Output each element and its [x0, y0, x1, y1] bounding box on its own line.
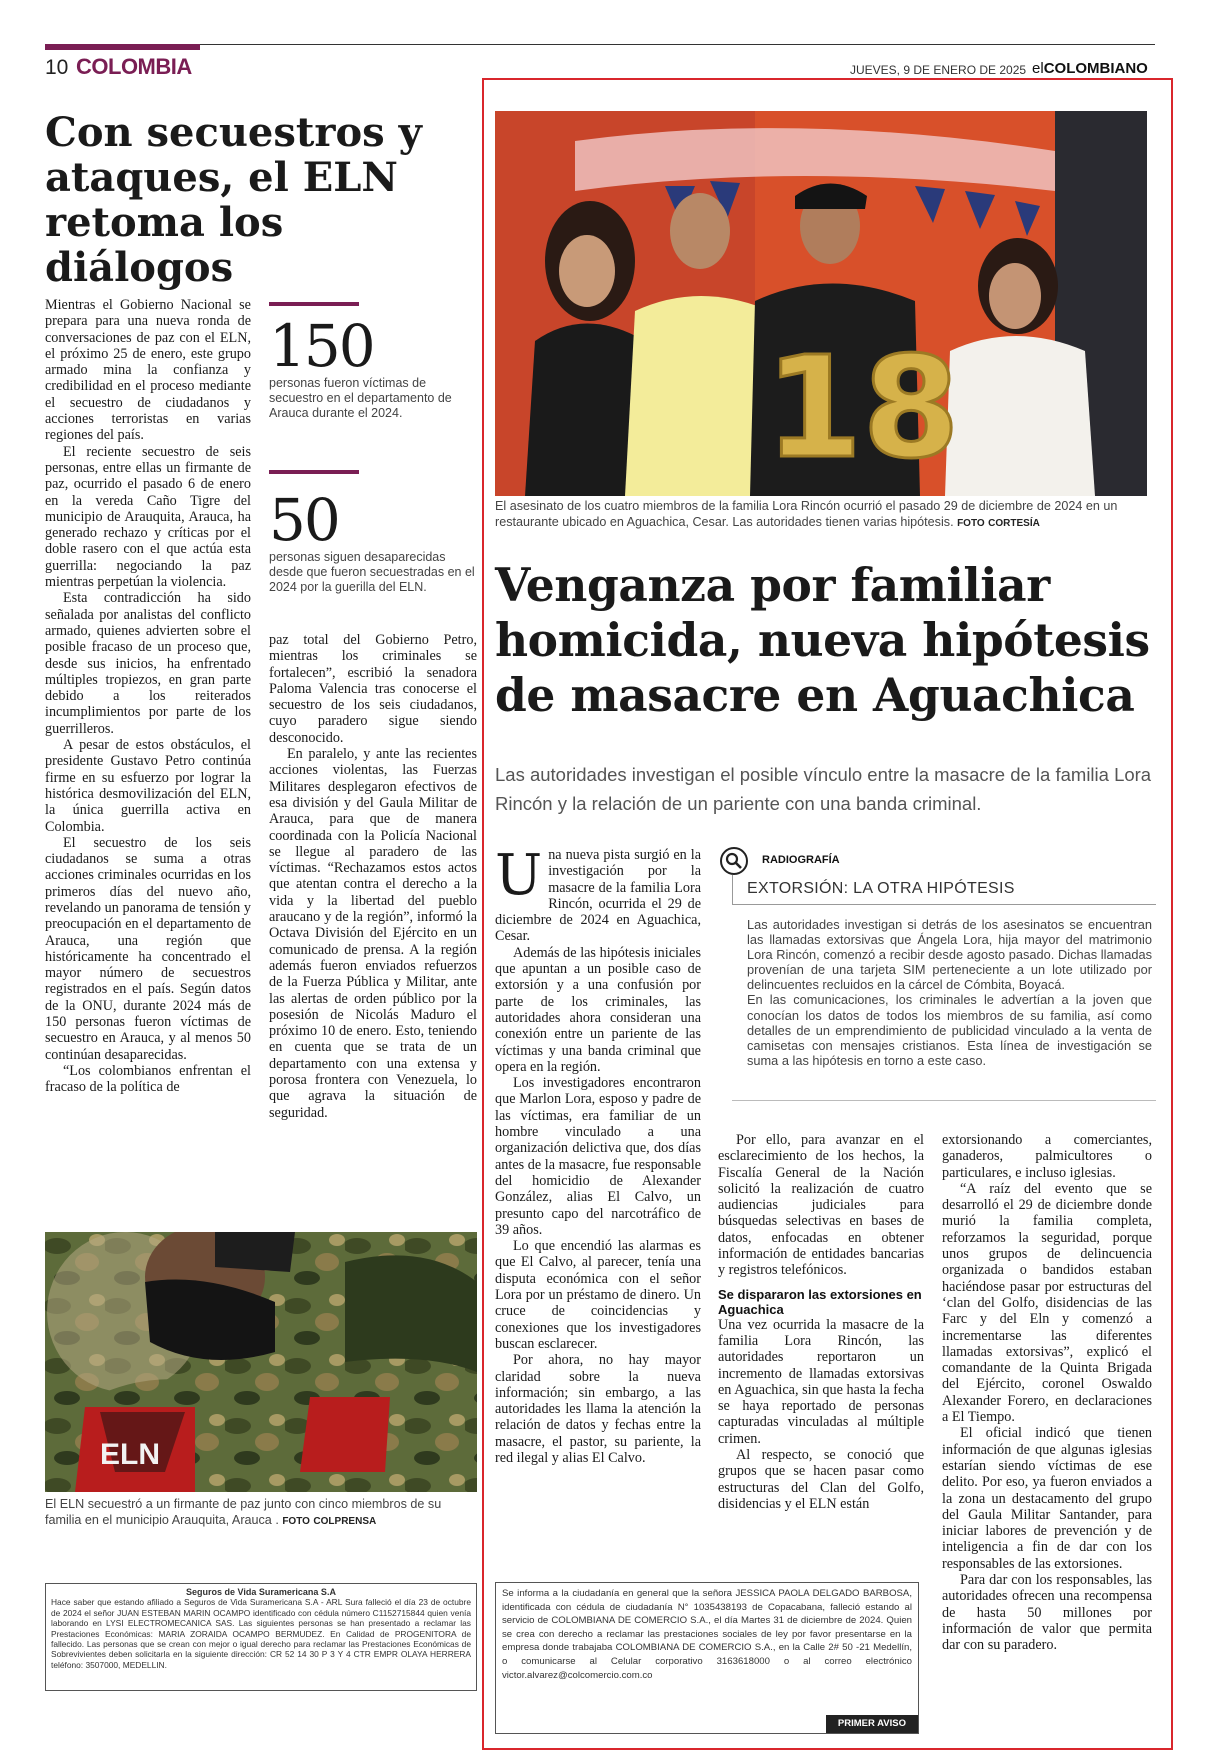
subheading: Se dispararon las extorsiones en Aguachica	[718, 1286, 922, 1317]
drop-cap: U	[495, 843, 543, 908]
paragraph: paz total del Gobierno Petro, mientras los criminales se fortalecen”, escribió la senadora Paloma Valencia tras conocerse el secuestro de los seis ciudadanos, cuyo paradero sigue siendo desconocido.	[269, 632, 477, 746]
stat-block-50	[269, 470, 479, 595]
paragraph: El oficial indicó que tienen información de que algunas iglesias estarían siendo víctimas de ese delito. Por eso, ya fueron enviados a la zona un destacamento del grupo del Gaula Militar Santander, para iniciar labores de prevención y de inteligencia a fin de dar con los responsables de las extorsiones.	[942, 1425, 1152, 1572]
paragraph: extorsionando a comerciantes, ganaderos, palmicultores o particulares, e incluso iglesias.	[942, 1132, 1152, 1181]
main-lead: Las autoridades investigan el posible vínculo entre la masacre de la familia Lora Rincón y la relación de un pariente con una banda criminal.	[495, 764, 1152, 814]
paragraph: Mientras el Gobierno Nacional se prepara para una nueva ronda de conversaciones de paz con el ELN, el próximo 25 de enero, este grupo armado mina la confianza y credibilidad en el proceso mediante el secuestro de ciudadanos y acciones terroristas en varias regiones del país.	[45, 297, 251, 444]
box-label: RADIOGRAFÍA	[762, 854, 840, 866]
logo-prefix: el	[1032, 60, 1044, 77]
credit-label: FOTO	[957, 517, 985, 529]
box-rule	[732, 1100, 1156, 1101]
box-paragraph: En las comunicaciones, los criminales le advertían a la joven que conocían los datos de todos los miembros de su familia, así como detalles de un emprendimiento de publicidad vinculado a la venta de camisetas con mensajes cristianos. Esta línea de investigación se suma a las hipótesis en torno a este caso.	[747, 992, 1152, 1068]
stat-number: 50	[269, 486, 339, 554]
box-title: EXTORSIÓN: LA OTRA HIPÓTESIS	[747, 880, 1015, 897]
credit-name: COLPRENSA	[313, 1515, 377, 1527]
stat-text: personas fueron víctimas de secuestro en el departamento de Arauca durante el 2024.	[269, 376, 452, 420]
main-article-col3	[942, 1132, 1152, 1654]
logo-name: COLOMBIANO	[1043, 60, 1148, 77]
section-bar	[45, 44, 200, 50]
stat-text: personas siguen desaparecidas desde que fueron secuestradas en el 2024 por la guerilla del ELN.	[269, 550, 475, 594]
credit-label: FOTO	[282, 1515, 310, 1527]
notice-tag: PRIMER AVISO	[826, 1715, 918, 1733]
family-photo	[495, 111, 1147, 496]
box-rule	[732, 875, 733, 905]
paragraph: Además de las hipótesis iniciales que apuntan a un posible caso de extorsión y a una confusión por parte de los criminales, las autoridades ahora consideran una conexión entre un pariente de las víctimas y una banda criminal que opera en la región.	[495, 944, 701, 1075]
notice-body: Hace saber que estando afiliado a Seguros de Vida Suramericana S.A - ARL Sura falleció el día 23 de octubre de 2024 el señor JUAN ESTEBAN MARIN OCAMPO identificado con cédula número C1152715844 quien venía laborando en LYSI ELECTROMECANICA SAS. Las siguientes personas se han presentado a reclamar las Prestaciones Económicas: MARIA ZORAIDA OCAMPO BERMUDEZ. En Calidad de PROGENITORA de fallecido. Las personas que se crean con mejor o igual derecho para reclamar las Prestaciones Económicas de Sobrevivientes deben solicitarla en la siguiente dirección: CR 52 14 30 P 3 Y 4 CTR EMPR OLAYA HERRERA teléfono: 3507000, MEDELLIN.	[51, 1597, 471, 1670]
search-icon	[720, 847, 748, 875]
left-article-col2	[269, 632, 477, 1121]
paragraph: Lo que encendió las alarmas es que El Calvo, al parecer, tenía una disputa económica con el señor Lora por un préstamo de dinero. Un cruce de coincidencias y conexiones que los investigadores buscan esclarecer.	[495, 1238, 701, 1352]
caption-text: El ELN secuestró a un firmante de paz junto con cinco miembros de su familia en el municipio Arauquita, Arauca .	[45, 1497, 442, 1527]
page-number: 10	[45, 56, 69, 79]
paragraph: Esta contradicción ha sido señalada por analistas del conflicto armado, quienes advierten sobre el posible fracaso de un proceso que, desde sus inicios, ha enfrentado múltiples tropiezos, en gran parte debido a los reiterados incumplimientos por parte de los guerrilleros.	[45, 590, 251, 737]
paragraph: Para dar con los responsables, las autoridades ofrecen una recompensa de hasta 50 millones por información de valor que permita dar con su paradero.	[942, 1572, 1152, 1654]
paragraph: Una nueva pista surgió en la investigación por la masacre de la familia Lora Rincón, ocurrida el 29 de diciembre de 2024 en Aguachica, Cesar.	[495, 843, 701, 945]
paragraph: El reciente secuestro de seis personas, entre ellas un firmante de paz, ocurrido el pasado 6 de enero en la vereda Caño Tigre del municipio de Arauquita, Arauca, ha generado rechazo y críticas por el doble rasero con el que actúa esta guerrilla: negociando la paz mientras perpetúan la violencia.	[45, 443, 251, 591]
paragraph: Los investigadores encontraron que Marlon Lora, esposo y padre de las víctimas, era familiar de un hombre vinculado a una organización delictiva que, dos días antes de la masacre, fue responsable del homicidio de Alexander González, alias El Calvo, un presunto capo del narcotráfico de 39 años.	[495, 1075, 701, 1238]
box-body	[747, 917, 1152, 1068]
stat-rule	[269, 302, 359, 306]
issue-date: JUEVES, 9 DE ENERO DE 2025	[850, 63, 1027, 77]
paragraph: En paralelo, y ante las recientes acciones violentas, las Fuerzas Militares desplegaron efectivos de esa división y del Gaula Militar de Arauca, para que de manera coordinada con la Policía Nacional se llegue al paradero de las víctimas. “Rechazamos estos actos que atentan contra el derecho a la vida y la libertad del pueblo araucano y de la región”, informó la Octava División del Ejército en un comunicado de prensa. A la región además fueron enviados refuerzos de la Fuerza Pública y Militar, ante las alertas de orden público por la posesión de Nicolás Maduro el próximo 10 de enero. Esto, teniendo en cuenta que se trata de un departamento con una extensa y porosa frontera con Venezuela, lo que agrava la situación de seguridad.	[269, 746, 477, 1121]
box-rule	[732, 904, 1156, 905]
paragraph: Una vez ocurrida la masacre de la familia Lora Rincón, las autoridades reportaron un incremento de llamadas extorsivas en Aguachica, sin que hasta la fecha se haya reportado de personas capturadas vinculadas al múltiple crimen.	[718, 1316, 924, 1447]
paragraph: Por ahora, no hay mayor claridad sobre la nueva información; sin embargo, a las autoridades les llama la atención la relación de datos y fechas entre la masacre, el pastor, su pariente, la red ilegal y alias El Calvo.	[495, 1352, 701, 1466]
legal-notice-left	[45, 1583, 477, 1691]
eln-patch-text: ELN	[100, 1438, 160, 1471]
paragraph: “A raíz del evento que se desarrolló el 29 de diciembre donde murió la familia completa, reforzamos la seguridad, porque unos grupos de delincuencia organizada o bandidos estaban haciéndose pasar por estructuras del ‘clan del Golfo, disidencias de las Farc y del Eln y comenzó a incrementarse las diferentes llamadas extorsivas”, explicó el comandante de la Quinta Brigada del Ejército, coronel Oswaldo Alexander Forero, en declaraciones a El Tiempo.	[942, 1180, 1152, 1426]
paragraph: El secuestro de los seis ciudadanos se suma a otras acciones criminales ocurridas en los primeros días del nuevo año, revelando un panorama de tensión y preocupación en el departamento de Arauca, una región que históricamente ha concentrado el mayor número de secuestros registrados en el país. Según datos de la ONU, durante 2024 más de 150 personas fueron víctimas de secuestro en Arauca, y al menos 50 continúan desaparecidas.	[45, 834, 251, 1063]
caption-text: El asesinato de los cuatro miembros de la familia Lora Rincón ocurrió el pasado 29 de diciembre de 2024 en un restaurante ubicado en Aguachica, Cesar. Las autoridades tienen varias hipótesis.	[495, 499, 1118, 529]
section-name: COLOMBIA	[76, 54, 192, 79]
paragraph: A pesar de estos obstáculos, el presidente Gustavo Petro continúa firme en su esfuerzo por lograr la histórica desmovilización del ELN, la única guerrilla activa en Colombia.	[45, 737, 251, 835]
credit-name: CORTESÍA	[988, 517, 1040, 529]
header-rule	[45, 44, 1155, 45]
box-paragraph: Las autoridades investigan si detrás de los asesinatos se encuentran las llamadas extorsivas que Ángela Lora, hija mayor del matrimonio Lora Rincón, comenzó a recibir desde agosto pasado. Dichas llamadas provenían de una tarjeta SIM perteneciente a un lote utilizado por delincuentes recluidos en la cárcel de Cómbita, Boyacá.	[747, 917, 1152, 993]
legal-notice-right	[495, 1582, 919, 1734]
paragraph: Al respecto, se conoció que grupos que se hacen pasar como estructuras del Clan del Golfo, disidencias y el ELN están	[718, 1447, 924, 1512]
notice-body: Se informa a la ciudadanía en general que la señora JESSICA PAOLA DELGADO BARBOSA, identificada con cédula de ciudadanía N° 1035438193 de Copacabana, falleció estando al servicio de COLOMBIANA DE COMERCIO S.A., el día Martes 31 de diciembre de 2024. Quien se crea con derecho a reclamar las prestaciones sociales de ley por favor presentarse en la empresa donde trabajaba COLOMBIANA DE COMERCIO S.A., en la Calle 2# 50 -21 Medellín, o comunicarse al Celular corporativo 3163618000 o al correo electrónico victor.alvarez@colcomercio.com.co	[502, 1588, 912, 1681]
paragraph: Por ello, para avanzar en el esclarecimiento de los hechos, la Fiscalía General de la Nación solicitó la realización de cuatro audiencias judiciales para búsquedas selectivas en bases de datos, enfocadas en obtener información de entidades bancarias y registros telefónicos.	[718, 1132, 924, 1279]
main-headline: Venganza por familiar homicida, nueva hipótesis de masacre en Aguachica	[495, 558, 1150, 722]
paragraph: “Los colombianos enfrentan el fracaso de la política de	[45, 1062, 251, 1096]
main-article-col1	[495, 843, 701, 1466]
family-photo-caption	[495, 499, 1155, 531]
stat-block-150	[269, 302, 479, 421]
stat-number: 150	[269, 312, 374, 380]
stat-rule	[269, 470, 359, 474]
left-article-col1	[45, 297, 251, 1096]
main-article-col2	[718, 1132, 924, 1512]
eln-photo-caption	[45, 1497, 477, 1529]
left-headline: Con secuestros y ataques, el ELN retoma los diálogos	[45, 109, 422, 291]
eln-photo	[45, 1232, 477, 1492]
balloon-number: 18	[765, 327, 960, 490]
notice-title: Seguros de Vida Suramericana S.A	[186, 1587, 336, 1597]
newspaper-logo	[1032, 60, 1148, 77]
